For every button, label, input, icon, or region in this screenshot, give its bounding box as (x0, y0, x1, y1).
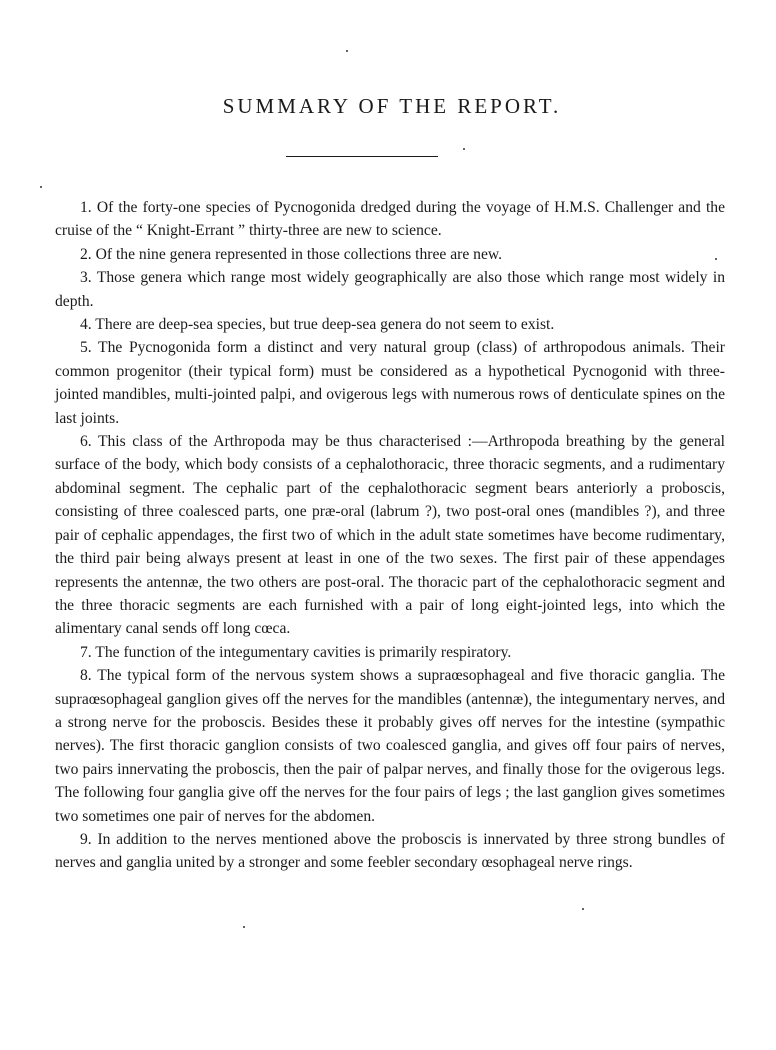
print-speck (346, 50, 348, 52)
print-speck (243, 926, 245, 928)
page-title: SUMMARY OF THE REPORT. (222, 94, 562, 118)
summary-paragraph: 4. There are deep-sea species, but true deep-sea genera do not seem to exist. (80, 316, 555, 334)
title-rule (286, 156, 438, 157)
summary-paragraph: 9. In addition to the nerves mentioned above the proboscis is innervated by three strong bundles of nerves and ganglia united by a stronger and some feebler secondary œsophageal nerve rings. (55, 830, 725, 872)
print-speck (40, 186, 42, 188)
print-speck (463, 148, 465, 150)
summary-paragraph: 3. Those genera which range most widely geographically are also those which range most widely in depth. (55, 269, 725, 310)
print-speck (582, 908, 584, 910)
summary-paragraph: 2. Of the nine genera represented in those collections three are new. (80, 245, 503, 263)
summary-paragraph: 5. The Pycnogonida form a distinct and very natural group (class) of arthropodous animals. Their common progenitor (their typical form) must be considered as a hypothetical Pycnogonid with three-jointed mandibles, multi-jointed palpi, and ovigerous legs with numerous rows of denticulate spines on the last joints. (55, 339, 725, 427)
summary-paragraph: 6. This class of the Arthropoda may be thus characterised :—Arthropoda breathing by the general surface of the body, which body consists of a cephalothoracic, three thoracic segments, and a rudimentary abdominal segment. The cephalic part of the cephalothoracic segment bears anteriorly a proboscis, consisting of three coalesced parts, one præ-oral (labrum ?), two post-oral ones (mandibles ?), and three pair of cephalic appendages, the first two of which in the adult state sometimes have become rudimentary, the third pair being always present at least in one of the two sexes. The first pair of these appendages represents the antennæ, the two others are post-oral. The thoracic part of the cephalothoracic segment and the three thoracic segments are each furnished with a pair of long eight-jointed legs, into which the alimentary canal sends off long cœca. (55, 433, 725, 638)
summary-paragraph: 8. The typical form of the nervous system shows a supraœsophageal and five thoracic ganglia. The supraœsophageal ganglion gives off the nerves for the mandibles (antennæ), the integumentary nerves, and a strong nerve for the proboscis. Besides these it probably gives off nerves for the intestine (sympathic nerves). The first thoracic ganglion consists of two coalesced ganglia, and gives off four pairs of nerves, two pairs innervating the proboscis, then the pair of palpar nerves, and finally those for the ovigerous legs. The following four ganglia give off the nerves for the four pairs of legs ; the last ganglion gives sometimes two sometimes one pair of nerves for the abdomen. (55, 667, 725, 825)
summary-body (55, 196, 725, 875)
summary-paragraph: 1. Of the forty-one species of Pycnogonida dredged during the voyage of H.M.S. Challenger and the cruise of the “ Knight-Errant ” thirty-three are new to science. (55, 199, 725, 240)
summary-paragraph: 7. The function of the integumentary cavities is primarily respiratory. (80, 643, 512, 661)
